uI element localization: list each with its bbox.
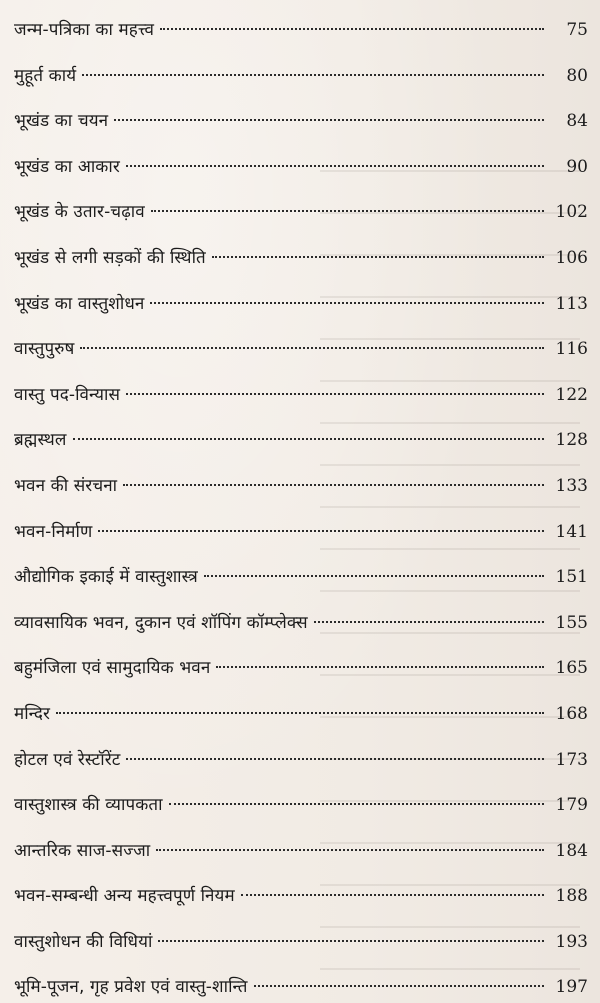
toc-entry xyxy=(14,282,588,328)
dot-leader xyxy=(204,575,544,577)
dot-leader xyxy=(156,849,544,851)
toc-entry-title: जन्म-पत्रिका का महत्त्व xyxy=(14,20,155,40)
toc-entry-page: 122 xyxy=(555,384,588,405)
toc-entry-title: बहुमंजिला एवं सामुदायिक भवन xyxy=(14,658,211,679)
dot-leader xyxy=(151,210,544,212)
toc-entry xyxy=(14,99,588,145)
toc-entry xyxy=(14,692,588,738)
dot-leader xyxy=(241,894,544,896)
toc-entry-page: 197 xyxy=(555,977,588,998)
toc-entry-page: 90 xyxy=(566,156,588,177)
dot-leader xyxy=(98,530,544,532)
toc-entry xyxy=(14,874,588,920)
toc-entry xyxy=(14,783,588,829)
toc-entry-title: भवन की संरचना xyxy=(14,475,118,496)
toc-entry xyxy=(14,373,588,419)
dot-leader xyxy=(158,940,544,942)
toc-entry-page: 116 xyxy=(555,339,588,360)
toc-entry-page: 113 xyxy=(555,293,588,314)
toc-entry xyxy=(14,738,588,784)
toc-entry-title: वास्तुपुरुष xyxy=(14,339,75,360)
toc-entry xyxy=(14,965,588,1003)
toc-entry-title: होटल एवं रेस्टॉरेंट xyxy=(14,749,121,770)
toc-entry xyxy=(14,464,588,510)
toc-entry-title: भूखंड का चयन xyxy=(14,111,109,132)
toc-entry-page: 133 xyxy=(555,475,588,496)
toc-entry-title: मन्दिर xyxy=(14,703,51,724)
table-of-contents xyxy=(14,8,588,1003)
toc-entry xyxy=(14,555,588,601)
toc-entry-page: 184 xyxy=(555,840,588,861)
toc-entry-title: भूखंड के उतार-चढ़ाव xyxy=(14,202,145,223)
toc-entry xyxy=(14,236,588,282)
dot-leader xyxy=(169,803,544,805)
toc-entry xyxy=(14,601,588,647)
toc-entry-page: 165 xyxy=(555,658,588,679)
toc-entry-page: 179 xyxy=(555,795,588,816)
toc-entry xyxy=(14,829,588,875)
dot-leader xyxy=(150,302,544,304)
dot-leader xyxy=(160,28,544,30)
toc-entry xyxy=(14,646,588,692)
dot-leader xyxy=(123,484,544,486)
toc-entry-title: मुहूर्त कार्य xyxy=(14,65,77,86)
toc-entry-page: 193 xyxy=(555,931,588,952)
toc-entry-title: भूमि-पूजन, गृह प्रवेश एवं वास्तु-शान्ति xyxy=(14,977,248,998)
toc-entry xyxy=(14,145,588,191)
dot-leader xyxy=(114,119,544,121)
toc-entry xyxy=(14,510,588,556)
toc-entry-page: 188 xyxy=(555,886,588,907)
toc-entry-title: भूखंड का आकार xyxy=(14,156,120,177)
toc-entry xyxy=(14,190,588,236)
toc-entry-page: 102 xyxy=(555,202,588,223)
toc-entry-title: भवन-सम्बन्धी अन्य महत्त्वपूर्ण नियम xyxy=(14,886,235,907)
dot-leader xyxy=(212,256,544,258)
dot-leader xyxy=(126,393,544,395)
dot-leader xyxy=(80,347,544,349)
dot-leader xyxy=(82,74,544,76)
toc-entry-title: भवन-निर्माण xyxy=(14,521,93,542)
toc-entry-title: वास्तु पद-विन्यास xyxy=(14,384,121,405)
toc-entry-page: 75 xyxy=(566,20,588,40)
toc-entry xyxy=(14,418,588,464)
toc-entry-title: भूखंड का वास्तुशोधन xyxy=(14,293,145,314)
toc-entry-title: व्यावसायिक भवन, दुकान एवं शॉपिंग कॉम्प्लेक्स xyxy=(14,612,308,633)
dot-leader xyxy=(56,712,544,714)
toc-entry xyxy=(14,327,588,373)
toc-entry-page: 141 xyxy=(555,521,588,542)
toc-entry-title: औद्योगिक इकाई में वास्तुशास्त्र xyxy=(14,567,198,588)
toc-entry-page: 173 xyxy=(555,749,588,770)
toc-entry xyxy=(14,54,588,100)
toc-entry-page: 106 xyxy=(555,247,588,268)
toc-entry-page: 80 xyxy=(566,65,588,86)
toc-entry-page: 128 xyxy=(555,430,588,451)
toc-entry-page: 155 xyxy=(555,612,588,633)
dot-leader xyxy=(254,985,545,987)
toc-entry xyxy=(14,8,588,54)
toc-entry-title: भूखंड से लगी सड़कों की स्थिति xyxy=(14,247,206,268)
dot-leader xyxy=(126,165,544,167)
toc-entry-title: आन्तरिक साज-सज्जा xyxy=(14,840,151,861)
toc-entry-title: वास्तुशास्त्र की व्यापकता xyxy=(14,795,163,816)
toc-entry-title: ब्रह्मस्थल xyxy=(14,430,67,451)
dot-leader xyxy=(73,438,545,440)
toc-entry-title: वास्तुशोधन की विधियां xyxy=(14,931,153,952)
toc-entry xyxy=(14,920,588,966)
dot-leader xyxy=(216,666,544,668)
dot-leader xyxy=(314,621,544,623)
toc-entry-page: 84 xyxy=(566,111,588,132)
dot-leader xyxy=(126,758,544,760)
toc-entry-page: 168 xyxy=(555,703,588,724)
toc-entry-page: 151 xyxy=(555,567,588,588)
